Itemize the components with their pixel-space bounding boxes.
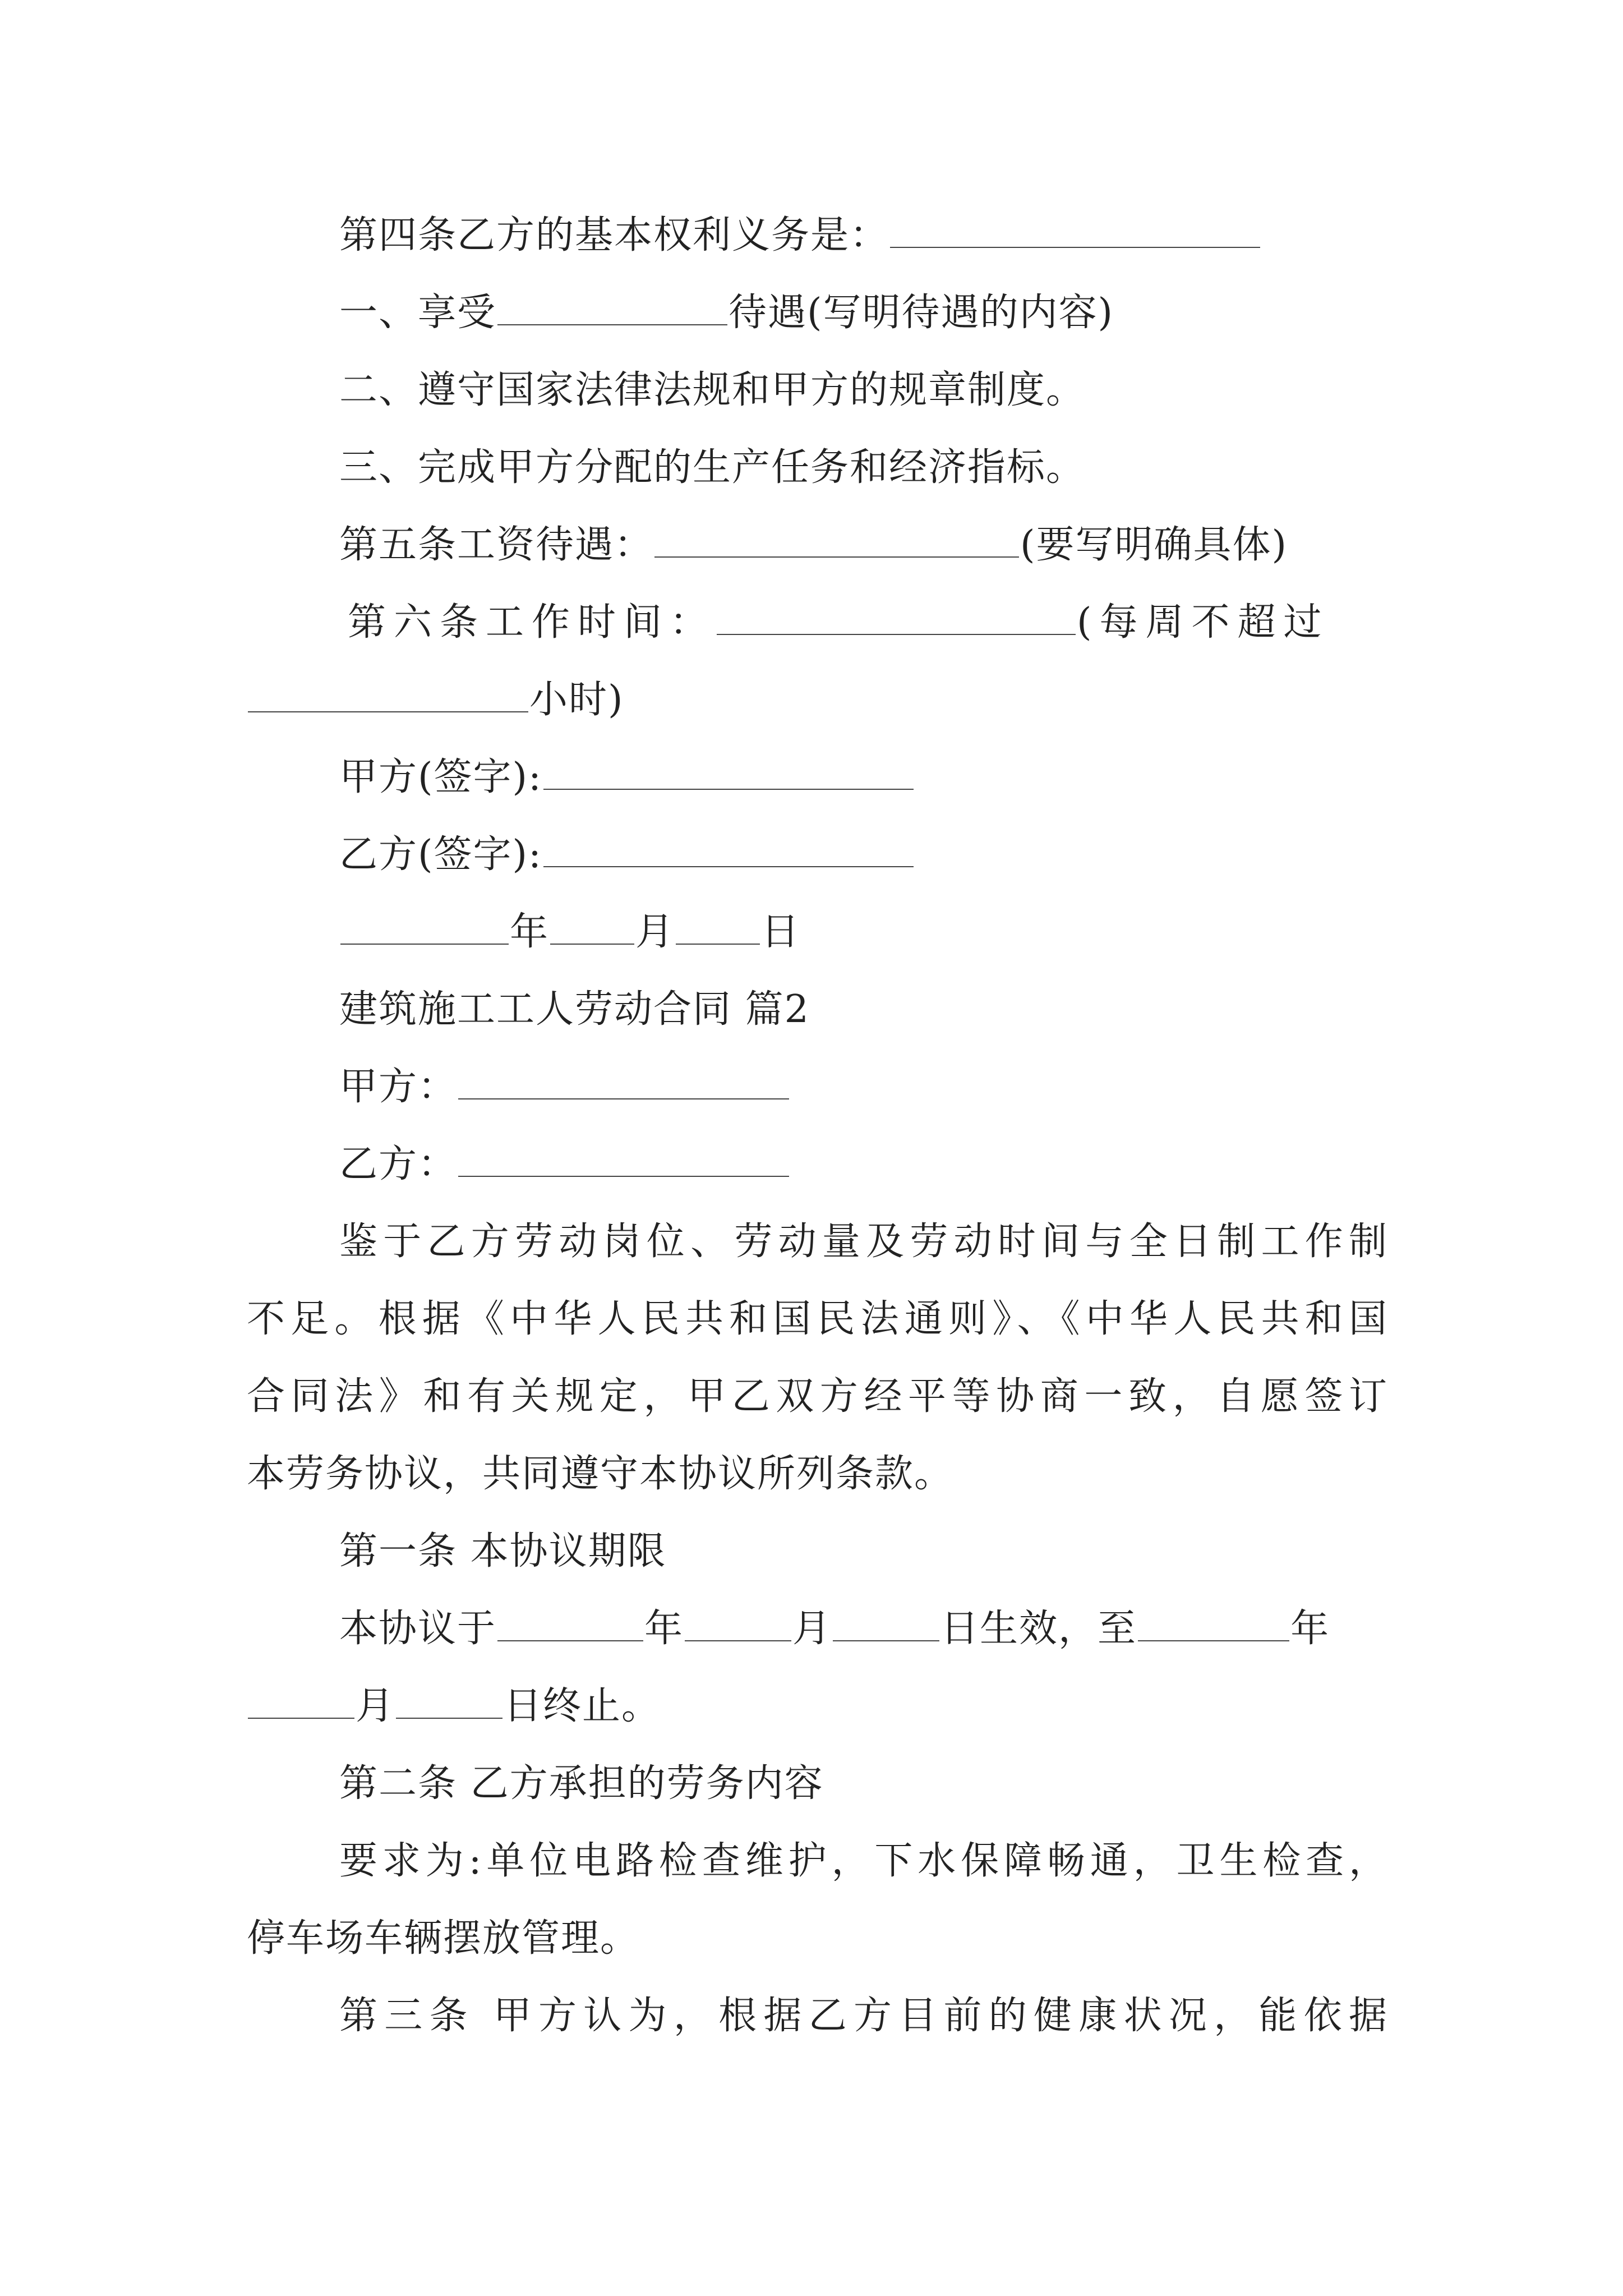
- blank-line: [543, 834, 914, 867]
- blank-line: [654, 524, 1019, 558]
- clause-5-wages: [339, 517, 1288, 573]
- article-1-term-cont: [247, 1678, 661, 1734]
- blank-line: [396, 1685, 502, 1719]
- blank-line: [458, 1143, 789, 1177]
- article-1-term: [339, 1601, 1330, 1657]
- text-segment: 日生效，至: [940, 1607, 1137, 1651]
- party-b-signature: [339, 827, 915, 883]
- text-segment: 本协议于: [339, 1607, 497, 1651]
- article-2-heading: 第二条 乙方承担的劳务内容: [339, 1761, 824, 1806]
- blank-line: [497, 1608, 643, 1641]
- preamble-line-3: 合同法》和有关规定，甲乙双方经平等协商一致，自愿签订: [247, 1374, 1388, 1419]
- blank-line: [685, 1608, 791, 1641]
- blank-line: [550, 911, 634, 945]
- text-segment: 一、享受: [339, 291, 497, 335]
- article-2-line-1: 要求为:单位电路检查维护，下水保障畅通，卫生检查，: [339, 1839, 1388, 1883]
- text-segment: 乙方：: [339, 1142, 458, 1186]
- text-segment: 日: [761, 910, 801, 954]
- text-segment: 日终止。: [504, 1684, 661, 1728]
- text-segment: 年: [1290, 1607, 1330, 1651]
- party-a-line: [339, 1059, 790, 1115]
- blank-line: [676, 911, 760, 945]
- text-segment: 第五条工资待遇：: [339, 523, 654, 567]
- party-a-signature: [339, 749, 915, 806]
- preamble-line-4: 本劳务协议，共同遵守本协议所列条款。: [247, 1452, 954, 1496]
- blank-line: [340, 911, 509, 945]
- blank-line: [458, 1066, 789, 1099]
- text-segment: (每周不超过: [1077, 600, 1330, 645]
- party-b-line: [339, 1137, 790, 1193]
- text-segment: 年: [644, 1607, 684, 1651]
- clause-4-text: 第四条乙方的基本权利义务是：: [339, 213, 889, 257]
- text-segment: 第六条工作时间：: [348, 600, 716, 645]
- text-segment: 乙方(签字):: [339, 832, 542, 877]
- text-segment: 小时): [529, 678, 624, 722]
- blank-line: [248, 679, 528, 712]
- blank-line: [833, 1608, 939, 1641]
- text-segment: 甲方：: [339, 1065, 458, 1109]
- article-3-line-1: 第三条 甲方认为，根据乙方目前的健康状况，能依据: [339, 1994, 1388, 2038]
- contract-2-title: 建筑施工工人劳动合同 篇2: [339, 987, 810, 1032]
- clause-4-item-2: 二、遵守国家法律法规和甲方的规章制度。: [339, 368, 1086, 412]
- blank-line: [543, 756, 914, 790]
- blank-line: [1138, 1608, 1289, 1641]
- clause-4-item-1: [339, 285, 1114, 341]
- signature-date: [339, 904, 800, 960]
- blank-line: [890, 214, 1260, 248]
- blank-line: [248, 1685, 354, 1719]
- text-segment: 甲方(签字):: [339, 755, 542, 799]
- text-segment: 月: [356, 1684, 395, 1728]
- text-segment: 待遇(写明待遇的内容): [728, 291, 1114, 335]
- clause-4-item-3: 三、完成甲方分配的生产任务和经济指标。: [339, 445, 1086, 490]
- clause-6-hours: [348, 595, 1330, 651]
- clause-4-heading: [339, 208, 1261, 264]
- article-2-line-2: 停车场车辆摆放管理。: [247, 1916, 640, 1961]
- blank-line: [717, 601, 1076, 635]
- clause-6-hours-cont: [247, 672, 624, 728]
- text-segment: 年: [510, 910, 550, 954]
- text-segment: (要写明确具体): [1020, 523, 1288, 567]
- text-segment: 月: [635, 910, 675, 954]
- preamble-line-1: 鉴于乙方劳动岗位、劳动量及劳动时间与全日制工作制: [339, 1220, 1388, 1264]
- preamble-line-2: 不足。根据《中华人民共和国民法通则》、《中华人民共和国: [247, 1297, 1388, 1341]
- text-segment: 月: [792, 1607, 832, 1651]
- article-1-heading: 第一条 本协议期限: [339, 1529, 667, 1573]
- blank-line: [497, 292, 727, 325]
